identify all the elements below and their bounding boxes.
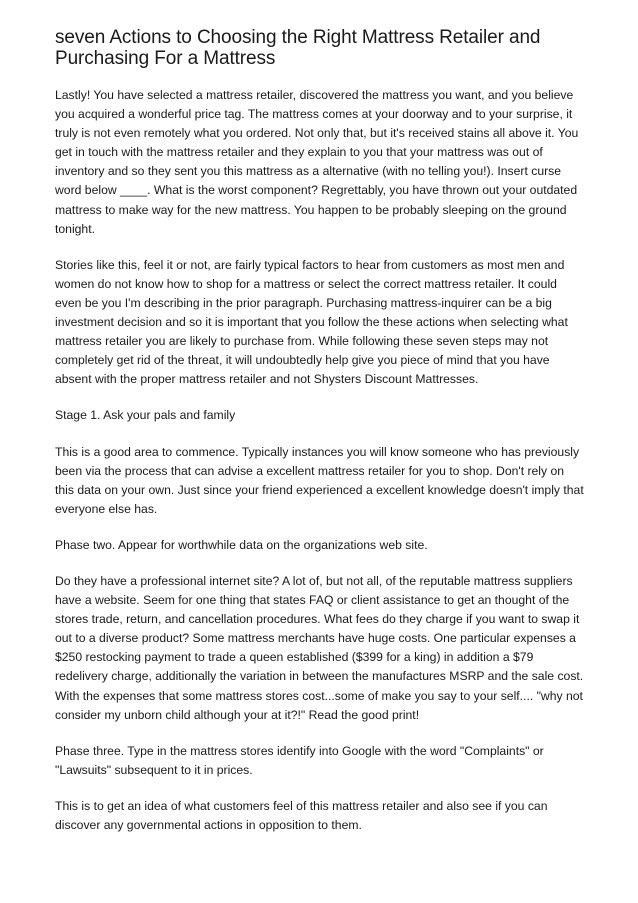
paragraph-stories: Stories like this, feel it or not, are fairly typical factors to hear from customers as most men and women do not know how to shop for a mattress or select the correct mattress retailer. It could even be you I'm describing in the prior paragraph. Purchasing mattress-inquirer can be a big investment decision and so it is important that you follow the these actions when selecting what mattress retailer you are likely to purchase from. While following these seven steps may not completely get rid of the threat, it will undoubtedly help give you piece of mind that you have absent with the proper mattress retailer and not Shysters Discount Mattresses. bbox=[55, 257, 568, 387]
document-page bbox=[55, 27, 585, 852]
step-1-heading: Stage 1. Ask your pals and family bbox=[55, 408, 236, 423]
paragraph-step-3: This is to get an idea of what customers feel of this mattress retailer and also see if you can discover any governmental actions in opposition to them. bbox=[55, 798, 548, 832]
paragraph-step-2: Do they have a professional internet site? A lot of, but not all, of the reputable mattress suppliers have a website. Seem for one thing that states FAQ or client assistance to get an thought of the stores trade, return, and cancellation procedures. What fees do they charge if you want to swap it out to a diverse product? Some mattress merchants have huge costs. One particular expenses a $250 restocking payment to trade a queen established ($399 for a king) in addition a $79 redelivery charge, additionally the variation in between the manufactures MSRP and the sale cost. With the expenses that some mattress stores cost...some of make you say to your self.... "why not consider my unborn child although your at it?!" Read the good print! bbox=[55, 573, 584, 722]
paragraph-step-1: This is a good area to commence. Typically instances you will know someone who has previously been via the process that can advise a excellent mattress retailer for you to shop. Don't rely on this data on your own. Just since your friend experienced a excellent knowledge doesn't imply that everyone else has. bbox=[55, 444, 584, 516]
paragraph-intro: Lastly! You have selected a mattress retailer, discovered the mattress you want, and you believe you acquired a wonderful price tag. The mattress comes at your doorway and to your surprise, it truly is not even remotely what you ordered. Not only that, but it's received stains all above it. You get in touch with the mattress retailer and they explain to you that your mattress was out of inventory and so they sent you this mattress as a alternative (with no telling you!). Insert curse word below ____. What is the worst component? Regrettably, you have thrown out your outdated mattress to make way for the new mattress. You happen to be probably sleeping on the ground tonight. bbox=[55, 88, 579, 236]
document-title: seven Actions to Choosing the Right Mattress Retailer and Purchasing For a Mattress bbox=[55, 27, 541, 69]
step-3-heading: Phase three. Type in the mattress stores identify into Google with the word "Complaints" or "Lawsuits" subsequent to it in prices. bbox=[55, 743, 544, 777]
step-2-heading: Phase two. Appear for worthwhile data on the organizations web site. bbox=[55, 537, 428, 552]
